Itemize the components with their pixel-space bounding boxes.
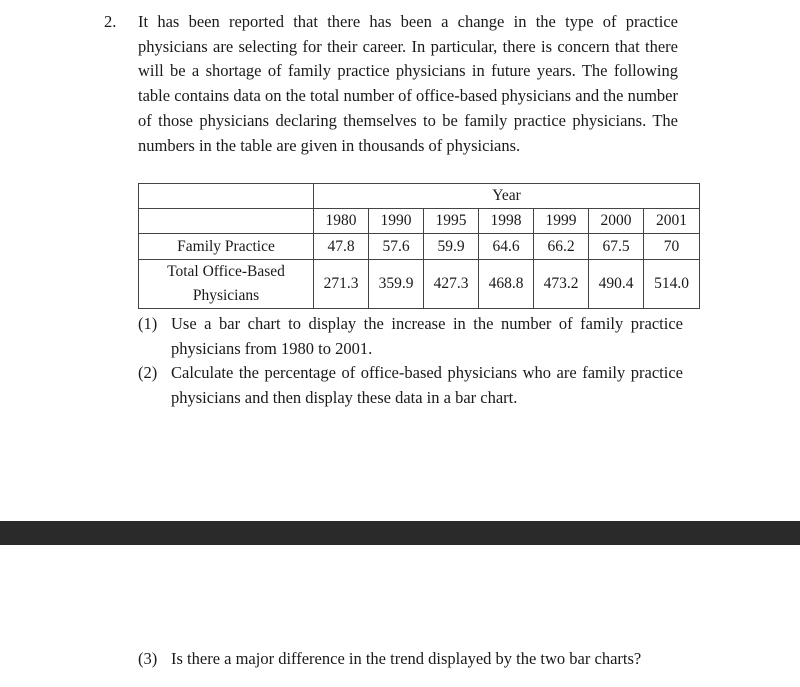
table-empty-cell [139, 209, 314, 234]
year-cell: 1995 [424, 209, 479, 234]
value-cell: 67.5 [589, 234, 644, 260]
physicians-table [138, 183, 700, 309]
table-row [139, 234, 700, 260]
value-cell: 57.6 [369, 234, 424, 260]
question-text: It has been reported that there has been a change in the type of practice physicians are selecting for their career. In particular, there is concern that there will be a shortage of family practice physicians in future years. The following table contains data on the total number of office-based physicians and the number of those physicians declaring themselves to be family practice physicians. The numbers in the table are given in thousands of physicians. [138, 12, 678, 155]
table-corner-cell [139, 184, 314, 209]
value-cell: 359.9 [369, 260, 424, 309]
table-row [139, 260, 700, 309]
part-text: Calculate the percentage of office-based physicians who are family practice physicians and then display these data in a bar chart. [171, 363, 683, 407]
year-cell: 1998 [479, 209, 534, 234]
table-row [139, 209, 700, 234]
part-2 [138, 360, 683, 410]
value-cell: 514.0 [644, 260, 700, 309]
value-cell: 66.2 [534, 234, 589, 260]
question-number: 2. [104, 12, 117, 31]
value-cell: 59.9 [424, 234, 479, 260]
part-3 [138, 646, 738, 671]
value-cell: 427.3 [424, 260, 479, 309]
value-cell: 490.4 [589, 260, 644, 309]
year-cell: 1999 [534, 209, 589, 234]
part-text: Is there a major difference in the trend displayed by the two bar charts? [171, 649, 642, 668]
part-number: (3) [138, 649, 158, 668]
part-number: (2) [138, 363, 158, 382]
value-cell: 271.3 [314, 260, 369, 309]
part-1 [138, 311, 683, 361]
year-cell: 2000 [589, 209, 644, 234]
value-cell: 473.2 [534, 260, 589, 309]
year-cell: 1980 [314, 209, 369, 234]
part-number: (1) [138, 314, 158, 333]
year-header: Year [314, 184, 700, 209]
year-cell: 1990 [369, 209, 424, 234]
value-cell: 64.6 [479, 234, 534, 260]
year-cell: 2001 [644, 209, 700, 234]
row-label: Total Office-Based Physicians [139, 260, 314, 309]
value-cell: 70 [644, 234, 700, 260]
value-cell: 468.8 [479, 260, 534, 309]
page-separator-band [0, 521, 800, 545]
table-row [139, 184, 700, 209]
value-cell: 47.8 [314, 234, 369, 260]
row-label: Family Practice [139, 234, 314, 260]
part-text: Use a bar chart to display the increase in the number of family practice physicians from 1980 to 2001. [171, 314, 683, 358]
